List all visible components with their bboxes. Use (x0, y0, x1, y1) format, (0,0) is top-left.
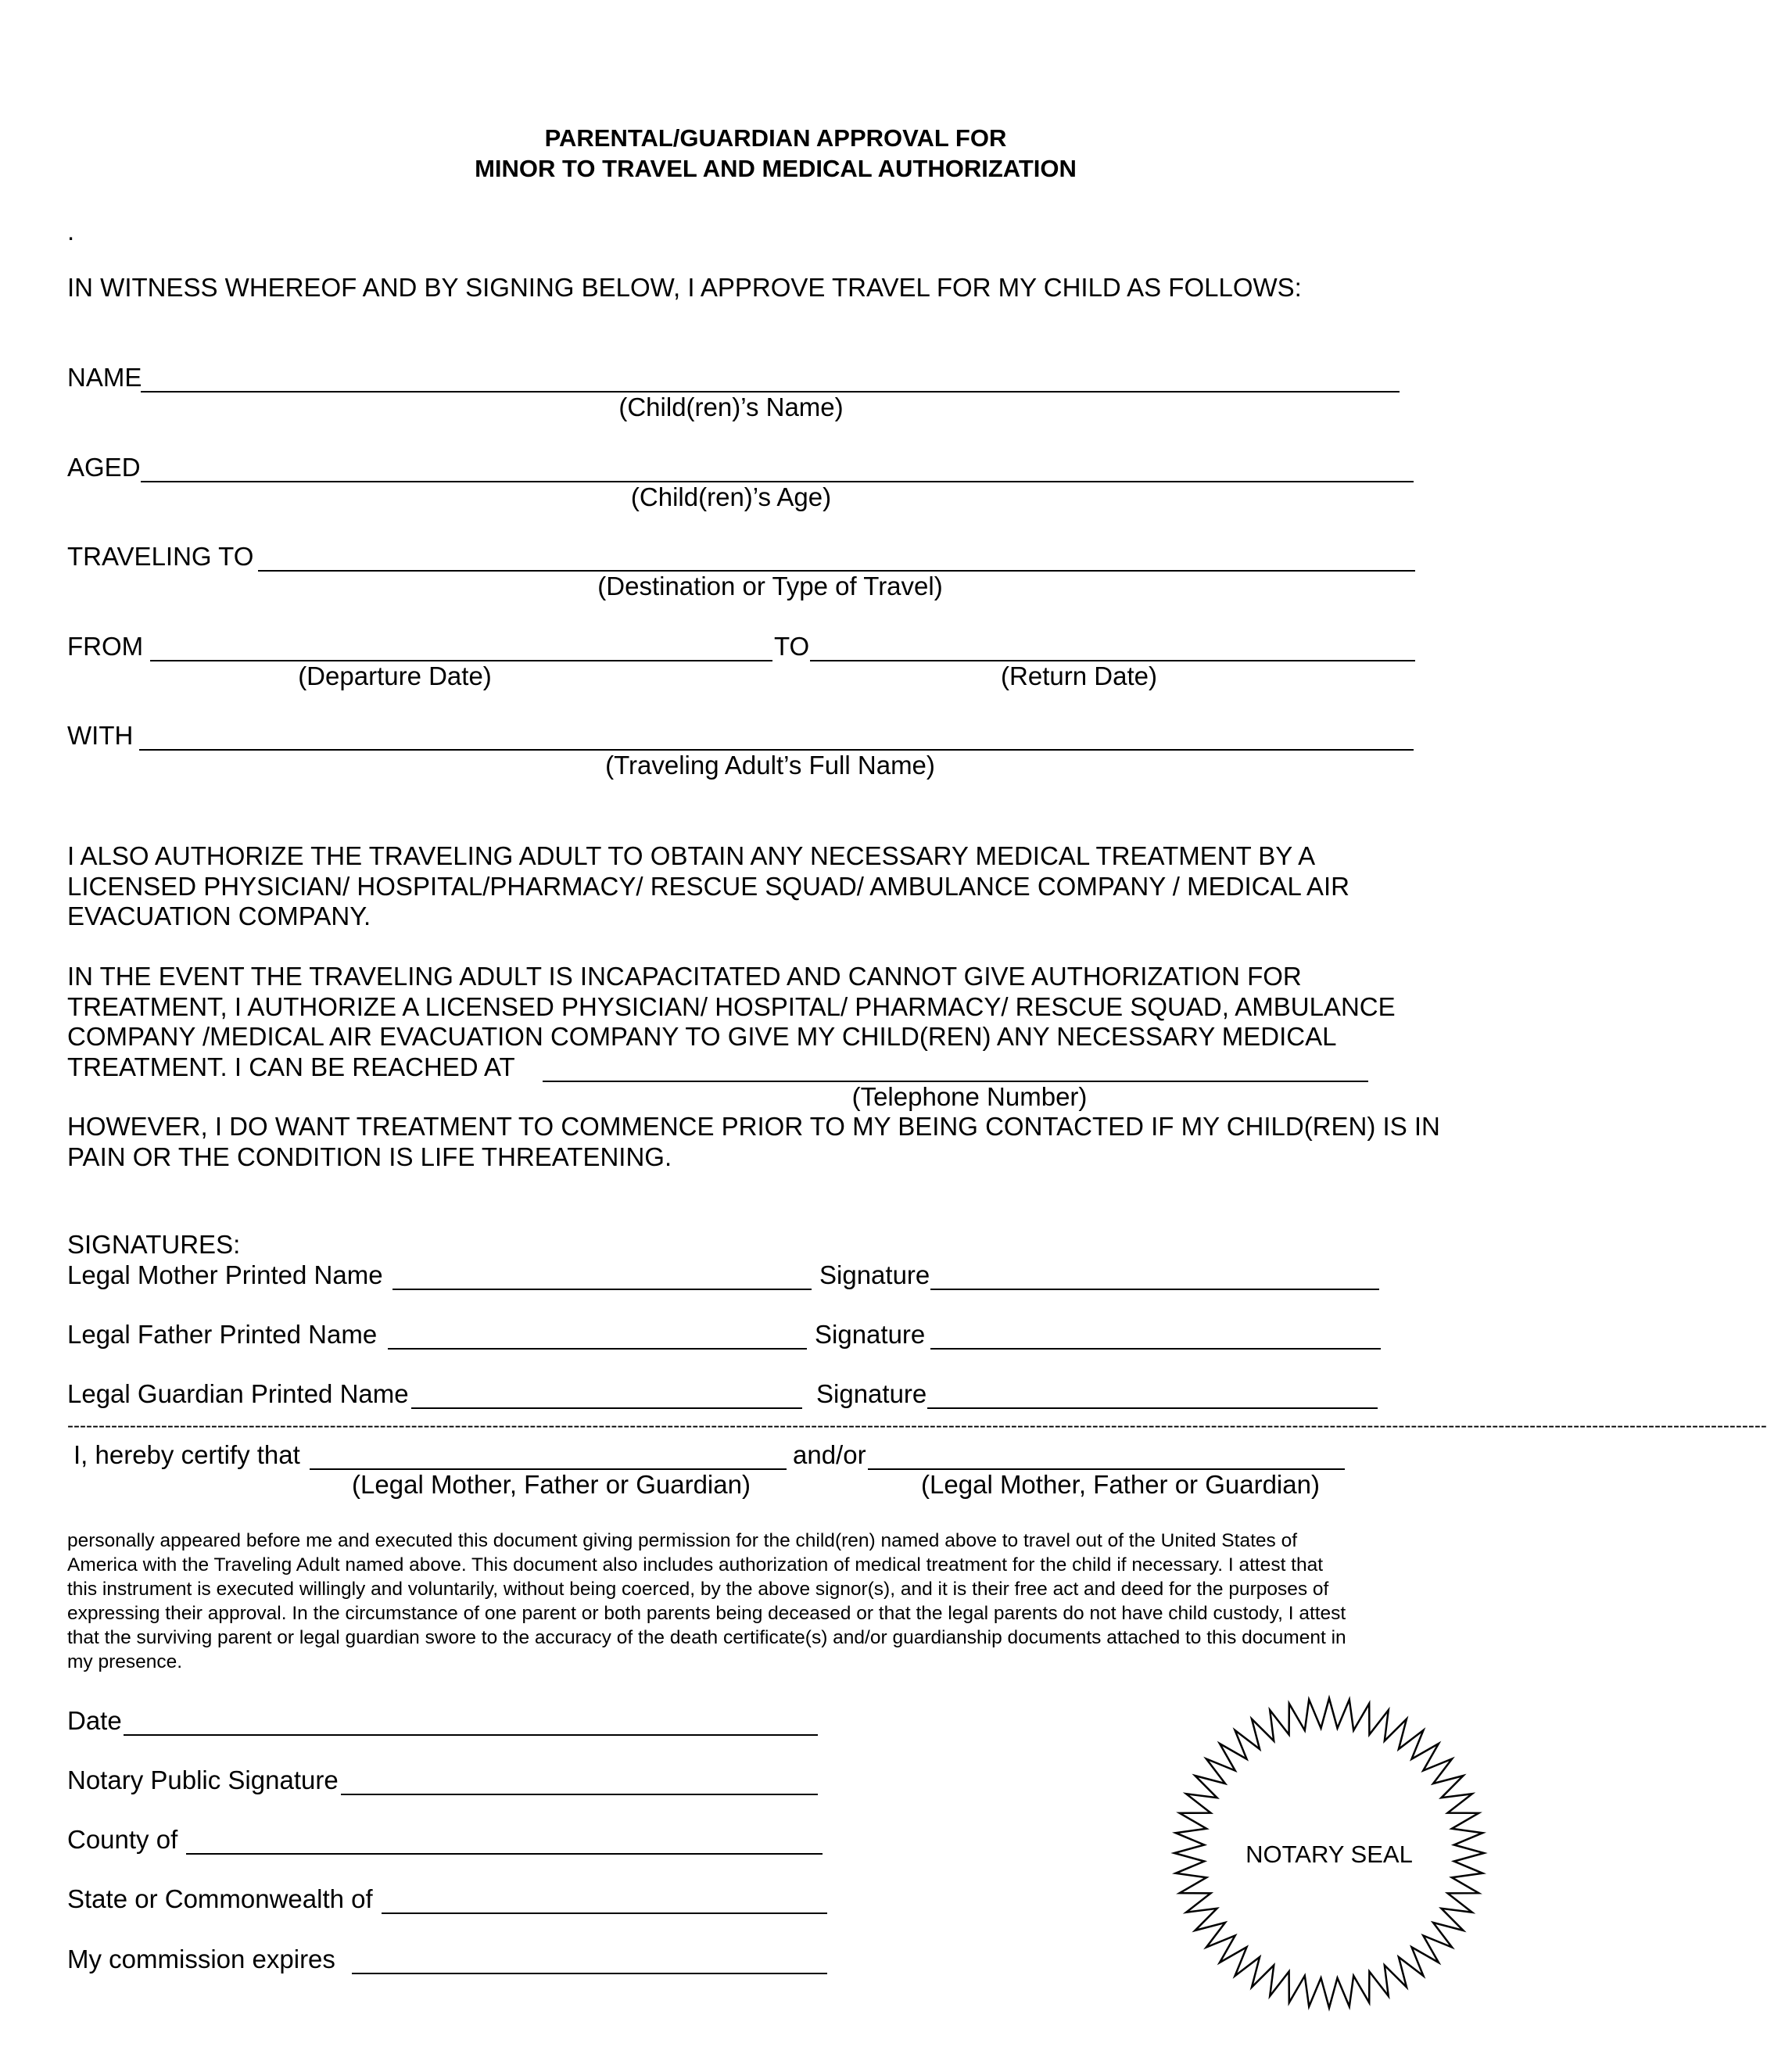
county-label: County of (67, 1825, 178, 1854)
from-label: FROM (67, 632, 144, 661)
state-label: State or Commonwealth of (67, 1884, 373, 1913)
witness-statement: IN WITNESS WHEREOF AND BY SIGNING BELOW, I APPROVE TRAVEL FOR MY CHILD AS FOLLOWS: (67, 273, 1302, 302)
notary-seal-text: NOTARY SEAL (1246, 1841, 1413, 1868)
commission-label: My commission expires (67, 1945, 335, 1973)
form-title-line-1: PARENTAL/GUARDIAN APPROVAL FOR (544, 124, 1007, 152)
separator-line: -------------------------------------------------------------------------------------------------------------------------------------------------------------------------------------------------------------------------------------------------------------------------------- (67, 1415, 1767, 1436)
reached-at-label: TREATMENT. I CAN BE REACHED AT (67, 1052, 515, 1081)
child-age-caption: (Child(ren)’s Age) (630, 482, 832, 511)
county-field[interactable] (186, 1853, 823, 1855)
form-title-line-2: MINOR TO TRAVEL AND MEDICAL AUTHORIZATION (475, 155, 1077, 182)
guardian-signature-field[interactable] (927, 1407, 1378, 1409)
name-label: NAME (67, 363, 142, 392)
date-field[interactable] (124, 1734, 818, 1736)
father-printed-name-field[interactable] (388, 1348, 807, 1350)
guardian-printed-name-field[interactable] (411, 1407, 802, 1409)
mother-printed-name-field[interactable] (392, 1289, 812, 1290)
incapacitated-paragraph: IN THE EVENT THE TRAVELING ADULT IS INCAPACITATED AND CANNOT GIVE AUTHORIZATION FOR TREATMENT, I AUTHORIZE A LICENSED PHYSICIAN/ HOSPITAL/ PHARMACY/ RESCUE SQUAD, AMBULANCE COMPANY /MEDICAL AIR EVACUATION COMPANY TO GIVE MY CHILD(REN) ANY NECESSARY MEDICAL (67, 962, 1396, 1051)
departure-date-caption: (Departure Date) (298, 661, 492, 690)
signatures-heading: SIGNATURES: (67, 1230, 241, 1259)
stray-dot: . (67, 217, 75, 246)
certify-left-caption: (Legal Mother, Father or Guardian) (352, 1470, 751, 1499)
notary-statement: personally appeared before me and executed this document giving permission for the child(ren) named above to travel out of the United States of America with the Traveling Adult named above. This document also includes authorization of medical treatment for the child if necessary. I attest that this instrument is executed willingly and voluntarily, without being coerced, by the above signor(s), and it is their free act and deed for the purposes of expressing their approval. In the circumstance of one parent or both parents being deceased or that the legal parents do not have child custody, I attest that the surviving parent or legal guardian swore to the accuracy of the death certificate(s) and/or guardianship documents attached to this document in my presence. (67, 1530, 1346, 1672)
traveling-to-label: TRAVELING TO (67, 542, 254, 571)
telephone-caption: (Telephone Number) (851, 1082, 1088, 1111)
mother-signature-label: Signature (819, 1260, 930, 1289)
mother-signature-field[interactable] (930, 1289, 1379, 1290)
father-printed-name-label: Legal Father Printed Name (67, 1320, 378, 1349)
however-paragraph: HOWEVER, I DO WANT TREATMENT TO COMMENCE PRIOR TO MY BEING CONTACTED IF MY CHILD(REN) IS IN PAIN OR THE CONDITION IS LIFE THREATENING. (67, 1112, 1440, 1171)
notary-signature-field[interactable] (341, 1794, 818, 1795)
to-label: TO (774, 632, 810, 661)
commission-expiry-field[interactable] (352, 1973, 827, 1974)
traveling-adult-caption: (Traveling Adult’s Full Name) (605, 751, 935, 780)
certify-label: I, hereby certify that (73, 1440, 300, 1469)
date-label: Date (67, 1706, 122, 1735)
mother-printed-name-label: Legal Mother Printed Name (67, 1260, 383, 1289)
notary-seal (1165, 1689, 1493, 2017)
father-signature-field[interactable] (930, 1348, 1381, 1350)
notary-signature-label: Notary Public Signature (67, 1766, 339, 1794)
with-label: WITH (67, 721, 134, 750)
father-signature-label: Signature (815, 1320, 926, 1349)
return-date-caption: (Return Date) (1001, 661, 1157, 690)
authorization-paragraph: I ALSO AUTHORIZE THE TRAVELING ADULT TO OBTAIN ANY NECESSARY MEDICAL TREATMENT BY A LICENSED PHYSICIAN/ HOSPITAL/PHARMACY/ RESCUE SQUAD/ AMBULANCE COMPANY / MEDICAL AIR EVACUATION COMPANY. (67, 841, 1349, 930)
guardian-printed-name-label: Legal Guardian Printed Name (67, 1379, 409, 1408)
destination-caption: (Destination or Type of Travel) (597, 572, 943, 600)
notary-seal-starburst-icon (1165, 1689, 1493, 2017)
guardian-signature-label: Signature (816, 1379, 927, 1408)
child-name-caption: (Child(ren)’s Name) (618, 393, 844, 421)
certify-right-caption: (Legal Mother, Father or Guardian) (921, 1470, 1320, 1499)
state-field[interactable] (382, 1912, 827, 1914)
aged-label: AGED (67, 453, 141, 482)
and-or-label: and/or (793, 1440, 866, 1469)
